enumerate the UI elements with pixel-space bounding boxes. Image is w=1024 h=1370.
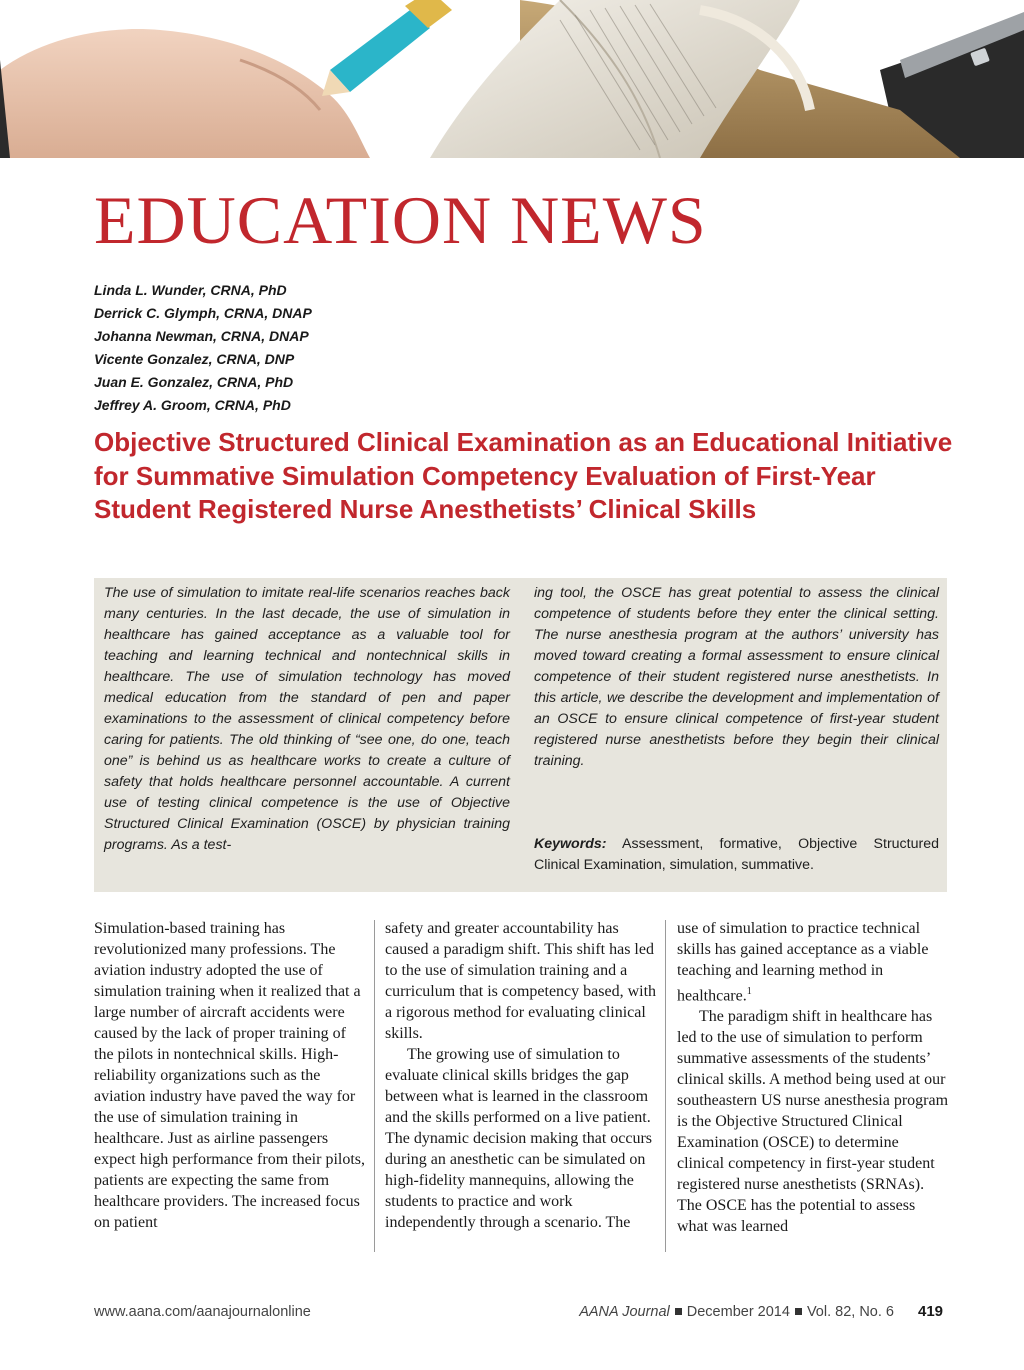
hand-with-pencil-photo: [0, 0, 452, 158]
keywords-text: Assessment, formative, Objective Structured Clinical Examination, simulation, summative.: [534, 836, 939, 873]
body-paragraph: Simulation-based training has revolutionized many professions. The aviation industry adopted the use of simulation training when it realized that a large number of aircraft accidents were caused by the lack of proper training of the pilots in nontechnical skills. High-reliability organizations such as the aviation industry have paved the way for the use of simulation training in healthcare. Just as airline passengers expect high performance from their pilots, patients are expecting the same from healthcare providers. The increased focus on patient: [94, 920, 366, 1231]
author: Juan E. Gonzalez, CRNA, PhD: [94, 374, 294, 390]
article-title: Objective Structured Clinical Examination as an Educational Initiative for Summative Simulation Competency Evaluation of First-Year Student Registered Nurse Anesthetists’ Clinical Skills: [94, 427, 953, 524]
open-book-photo: [430, 0, 960, 158]
body-paragraph: The growing use of simulation to evaluate clinical skills bridges the gap between what is learned in the classroom and the skills performed on a live patient. The dynamic decision making that occurs during an anesthetic can be simulated on high-fidelity mannequins, allowing the students to practice and work independently through a scenario. The: [385, 1046, 653, 1231]
keywords-label: Keywords:: [534, 836, 607, 852]
keywords: [534, 834, 939, 876]
body-paragraph: safety and greater accountability has caused a paradigm shift. This shift has led to the use of simulation training and a curriculum that is competency based, with a rigorous method for evaluating clinical skills.: [385, 920, 657, 1042]
journal-name: AANA Journal: [579, 1304, 670, 1320]
author: Johanna Newman, CRNA, DNAP: [94, 328, 309, 344]
body-column-1: [94, 918, 366, 1233]
body-paragraph: [677, 918, 949, 1006]
footer-citation: [579, 1304, 894, 1320]
header-illustration: [0, 0, 1024, 158]
body-column-3: [677, 918, 949, 1237]
body-paragraph: The paradigm shift in healthcare has led to the use of simulation to perform summative assessments of the students’ clinical skills. A method being used at our southeastern US nurse anesthesia program is the Objective Structured Clinical Examination (OSCE) to determine clinical competency in first-year student registered nurse anesthetists (SRNAs). The OSCE has the potential to assess what was learned: [677, 1008, 949, 1236]
author: Linda L. Wunder, CRNA, PhD: [94, 282, 287, 298]
page-number: 419: [918, 1303, 944, 1320]
abstract-box: [94, 578, 947, 892]
separator-square-icon: [675, 1308, 682, 1315]
column-divider: [374, 920, 375, 1252]
volume-issue: Vol. 82, No. 6: [806, 1304, 894, 1320]
abstract-text-right: ing tool, the OSCE has great potential to assess the clinical competence of students before they enter the clinical setting. The nurse anesthesia program at the authors’ university has moved toward creating a formal assessment to ensure clinical competence of their student registered nurse anesthetists. In this article, we describe the development and implementation of an OSCE to ensure clinical competence of first-year student registered nurse anesthetists before they begin their clinical training.: [534, 585, 939, 769]
issue-date: December 2014: [686, 1304, 790, 1320]
body-column-2: [385, 918, 657, 1233]
header-photo: [0, 0, 1024, 158]
abstract-column-right: [534, 583, 939, 772]
separator-square-icon: [795, 1308, 802, 1315]
footer-url[interactable]: www.aana.com/aanajournalonline: [94, 1304, 311, 1320]
abstract-text-left: The use of simulation to imitate real-life scenarios reaches back many centuries. In the last decade, the use of simulation in healthcare has gained acceptance as a valuable tool for teaching and learning technical and nontechnical skills in healthcare. The use of simulation technology has moved medical education from the standard of pen and paper examinations to the assessment of clinical competency before caring for patients. The old thinking of “see one, do one, teach one” is behind us as healthcare works to create a culture of safety that holds healthcare personnel accountable. A current use of testing clinical competence is the use of Objective Structured Clinical Examination (OSCE) by physician training programs. As a test-: [104, 585, 510, 853]
author: Vicente Gonzalez, CRNA, DNP: [94, 351, 295, 367]
abstract-column-left: [104, 583, 510, 856]
section-title: EDUCATION NEWS: [94, 182, 707, 258]
author-list: [94, 279, 312, 417]
body-paragraph-text: use of simulation to practice technical skills has gained acceptance as a viable teaching and learning method in healthcare.: [677, 920, 929, 1005]
author: Jeffrey A. Groom, CRNA, PhD: [94, 397, 291, 413]
reference-marker[interactable]: 1: [746, 986, 752, 997]
author: Derrick C. Glymph, CRNA, DNAP: [94, 305, 312, 321]
column-divider: [665, 920, 666, 1252]
